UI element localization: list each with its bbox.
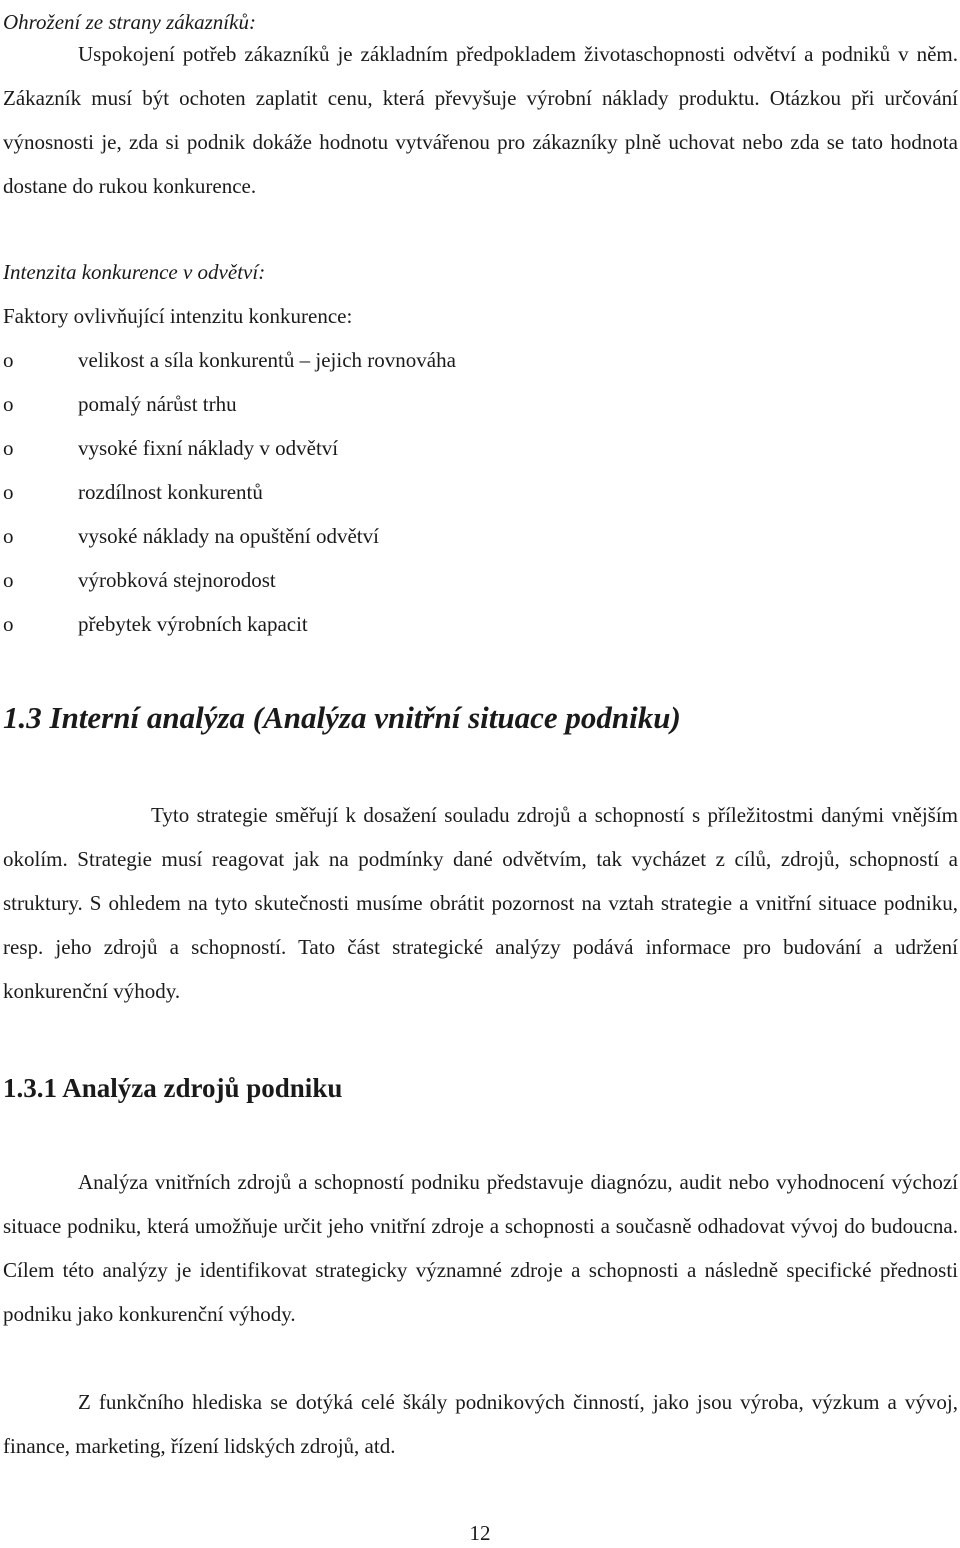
competition-factors-list	[3, 338, 958, 646]
bullet-marker: o	[3, 568, 14, 592]
list-item-text: vysoké fixní náklady v odvětví	[78, 436, 339, 460]
list-item	[3, 602, 958, 646]
bullet-marker: o	[3, 436, 14, 460]
subsection-heading-resources: 1.3.1 Analýza zdrojů podniku	[3, 1073, 343, 1103]
list-item-text: výrobková stejnorodost	[78, 568, 276, 592]
list-item-text: vysoké náklady na opuštění odvětví	[78, 524, 379, 548]
bullet-marker: o	[3, 524, 14, 548]
list-item	[3, 514, 958, 558]
list-item	[3, 338, 958, 382]
list-item-text: velikost a síla konkurentů – jejich rovnováha	[78, 348, 456, 372]
bullet-marker: o	[3, 392, 14, 416]
list-item-text: pomalý nárůst trhu	[78, 392, 237, 416]
bullet-marker: o	[3, 612, 14, 636]
page-number: 12	[469, 1521, 491, 1545]
paragraph-resources-1: Analýza vnitřních zdrojů a schopností podniku představuje diagnózu, audit nebo vyhodnocení výchozí situace podniku, která umožňuje určit jeho vnitřní zdroje a schopnosti a současně odhadovat vývoj do budoucna. Cílem této analýzy je identifikovat strategicky významné zdroje a schopnosti a následně specifické přednosti podniku jako konkurenční výhody.	[3, 1170, 958, 1326]
bullet-marker: o	[3, 480, 14, 504]
competition-factors-intro: Faktory ovlivňující intenzitu konkurence:	[3, 304, 353, 328]
bullet-marker: o	[3, 348, 14, 372]
heading-competition-intensity: Intenzita konkurence v odvětví:	[3, 260, 266, 284]
list-item-text: přebytek výrobních kapacit	[78, 612, 308, 636]
paragraph-resources-2: Z funkčního hlediska se dotýká celé škály podnikových činností, jako jsou výroba, výzkum a vývoj, finance, marketing, řízení lidských zdrojů, atd.	[3, 1390, 958, 1458]
heading-customer-threat: Ohrožení ze strany zákazníků:	[3, 10, 256, 34]
paragraph-internal-analysis: Tyto strategie směřují k dosažení souladu zdrojů a schopností s příležitostmi danými vnějším okolím. Strategie musí reagovat jak na podmínky dané odvětvím, tak vycházet z cílů, zdrojů, schopností a struktury. S ohledem na tyto skutečnosti musíme obrátit pozornost na vztah strategie a vnitřní situace podniku, resp. jeho zdrojů a schopností. Tato část strategické analýzy podává informace pro budování a udržení konkurenční výhody.	[3, 803, 958, 1003]
list-item-text: rozdílnost konkurentů	[78, 480, 263, 504]
paragraph-customer-threat: Uspokojení potřeb zákazníků je základním předpokladem životaschopnosti odvětví a podniků v něm. Zákazník musí být ochoten zaplatit cenu, která převyšuje výrobní náklady produktu. Otázkou při určování výnosnosti je, zda si podnik dokáže hodnotu vytvářenou pro zákazníky plně uchovat nebo zda se tato hodnota dostane do rukou konkurence.	[3, 42, 958, 198]
list-item	[3, 470, 958, 514]
list-item	[3, 558, 958, 602]
section-heading-internal-analysis: 1.3 Interní analýza (Analýza vnitřní situace podniku)	[3, 700, 681, 735]
list-item	[3, 382, 958, 426]
list-item	[3, 426, 958, 470]
